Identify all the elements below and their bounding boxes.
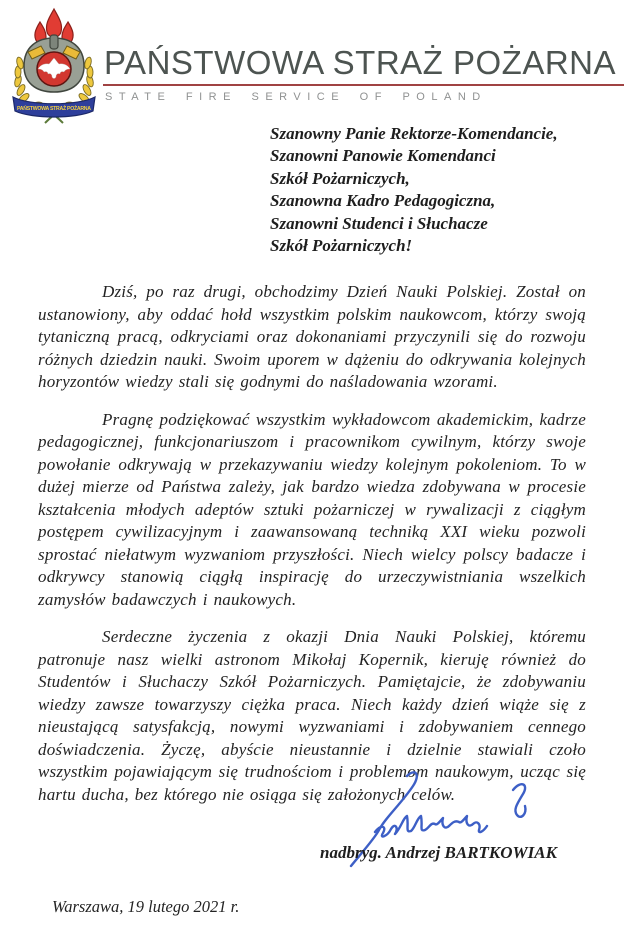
salutation-line: Szanowny Panie Rektorze-Komendancie,: [270, 124, 558, 143]
paragraph-2: Pragnę podziękować wszystkim wykładowcom akademickim, kadrze pedagogicznej, funkcjonariuszom i pracownikom cywilnym, którzy swoje powołanie odkrywają w przekazywaniu wiedzy kolejnym pokoleniom. To w dużej mierze od Państwa zależy, jak bardzo wiedza zdobywana w procesie kształcenia młodych adeptów sztuki pożarniczej w rywalizacji z ciągłym postępem cywilizacyjnym i zaawansowaną techniką XXI wieku pozwoli sprostać niełatwym wyzwaniom przyszłości. Niech wielcy polscy badacze i odkrywcy stanowią ciągłą inspirację do urzeczywistniania wszelkich zamysłów badawczych i naukowych.: [38, 409, 586, 609]
state-fire-service-emblem-icon: [8, 6, 100, 126]
signer-name: nadbryg. Andrzej BARTKOWIAK: [320, 843, 557, 862]
paragraph-3: Serdeczne życzenia z okazji Dnia Nauki Polskiej, któremu patronuje nasz wielki astronom Mikołaj Kopernik, kieruję również do Studentów i Słuchaczy Szkół Pożarniczych. Pamiętajcie, że zdobywaniu wiedzy zawsze towarzyszy ciężka praca. Niech każdy dzień wiąże się z nieustającą satysfakcją, nowymi wyzwaniami i zdobywaniem cennego doświadczenia. Życzę, abyście nieustannie i dzielnie stawiali czoło wszystkim pojawiającym się trudnościom i problemom naukowym, ucząc się hartu ducha, bez którego nie osiąga się założonych celów.: [38, 627, 586, 804]
org-title: PAŃSTWOWA STRAŻ POŻARNA: [104, 44, 617, 81]
emblem-ribbon-text: PAŃSTWOWA STRAŻ POŻARNA: [17, 106, 91, 112]
salutation-line: Szanowni Studenci i Słuchacze: [270, 213, 488, 233]
org-subtitle-en: STATE FIRE SERVICE OF POLAND: [105, 91, 487, 103]
dateline: Warszawa, 19 lutego 2021 r.: [52, 897, 240, 916]
salutation-line: Szanowni Panowie Komendanci: [270, 146, 496, 166]
paragraph-1: Dziś, po raz drugi, obchodzimy Dzień Nauki Polskiej. Został on ustanowiony, aby oddać hołd wszystkim polskim naukowcom, którzy swoją tytaniczną pracą, odkryciami oraz dokonaniami przyczynili się do rozwoju różnych dziedzin nauki. Swoim uporem w dążeniu do odkrywania kolejnych horyzontów wiedzy stali się godnymi do naśladowania wzorami.: [38, 282, 586, 391]
salutation-line: Szkół Pożarniczych!: [270, 236, 413, 256]
salutation-line: Szanowna Kadro Pedagogiczna,: [270, 191, 496, 211]
header-rule: [103, 84, 624, 86]
salutation-block: [270, 123, 558, 257]
salutation-line: Szkół Pożarniczych,: [270, 168, 410, 188]
letter-body: [38, 281, 586, 821]
